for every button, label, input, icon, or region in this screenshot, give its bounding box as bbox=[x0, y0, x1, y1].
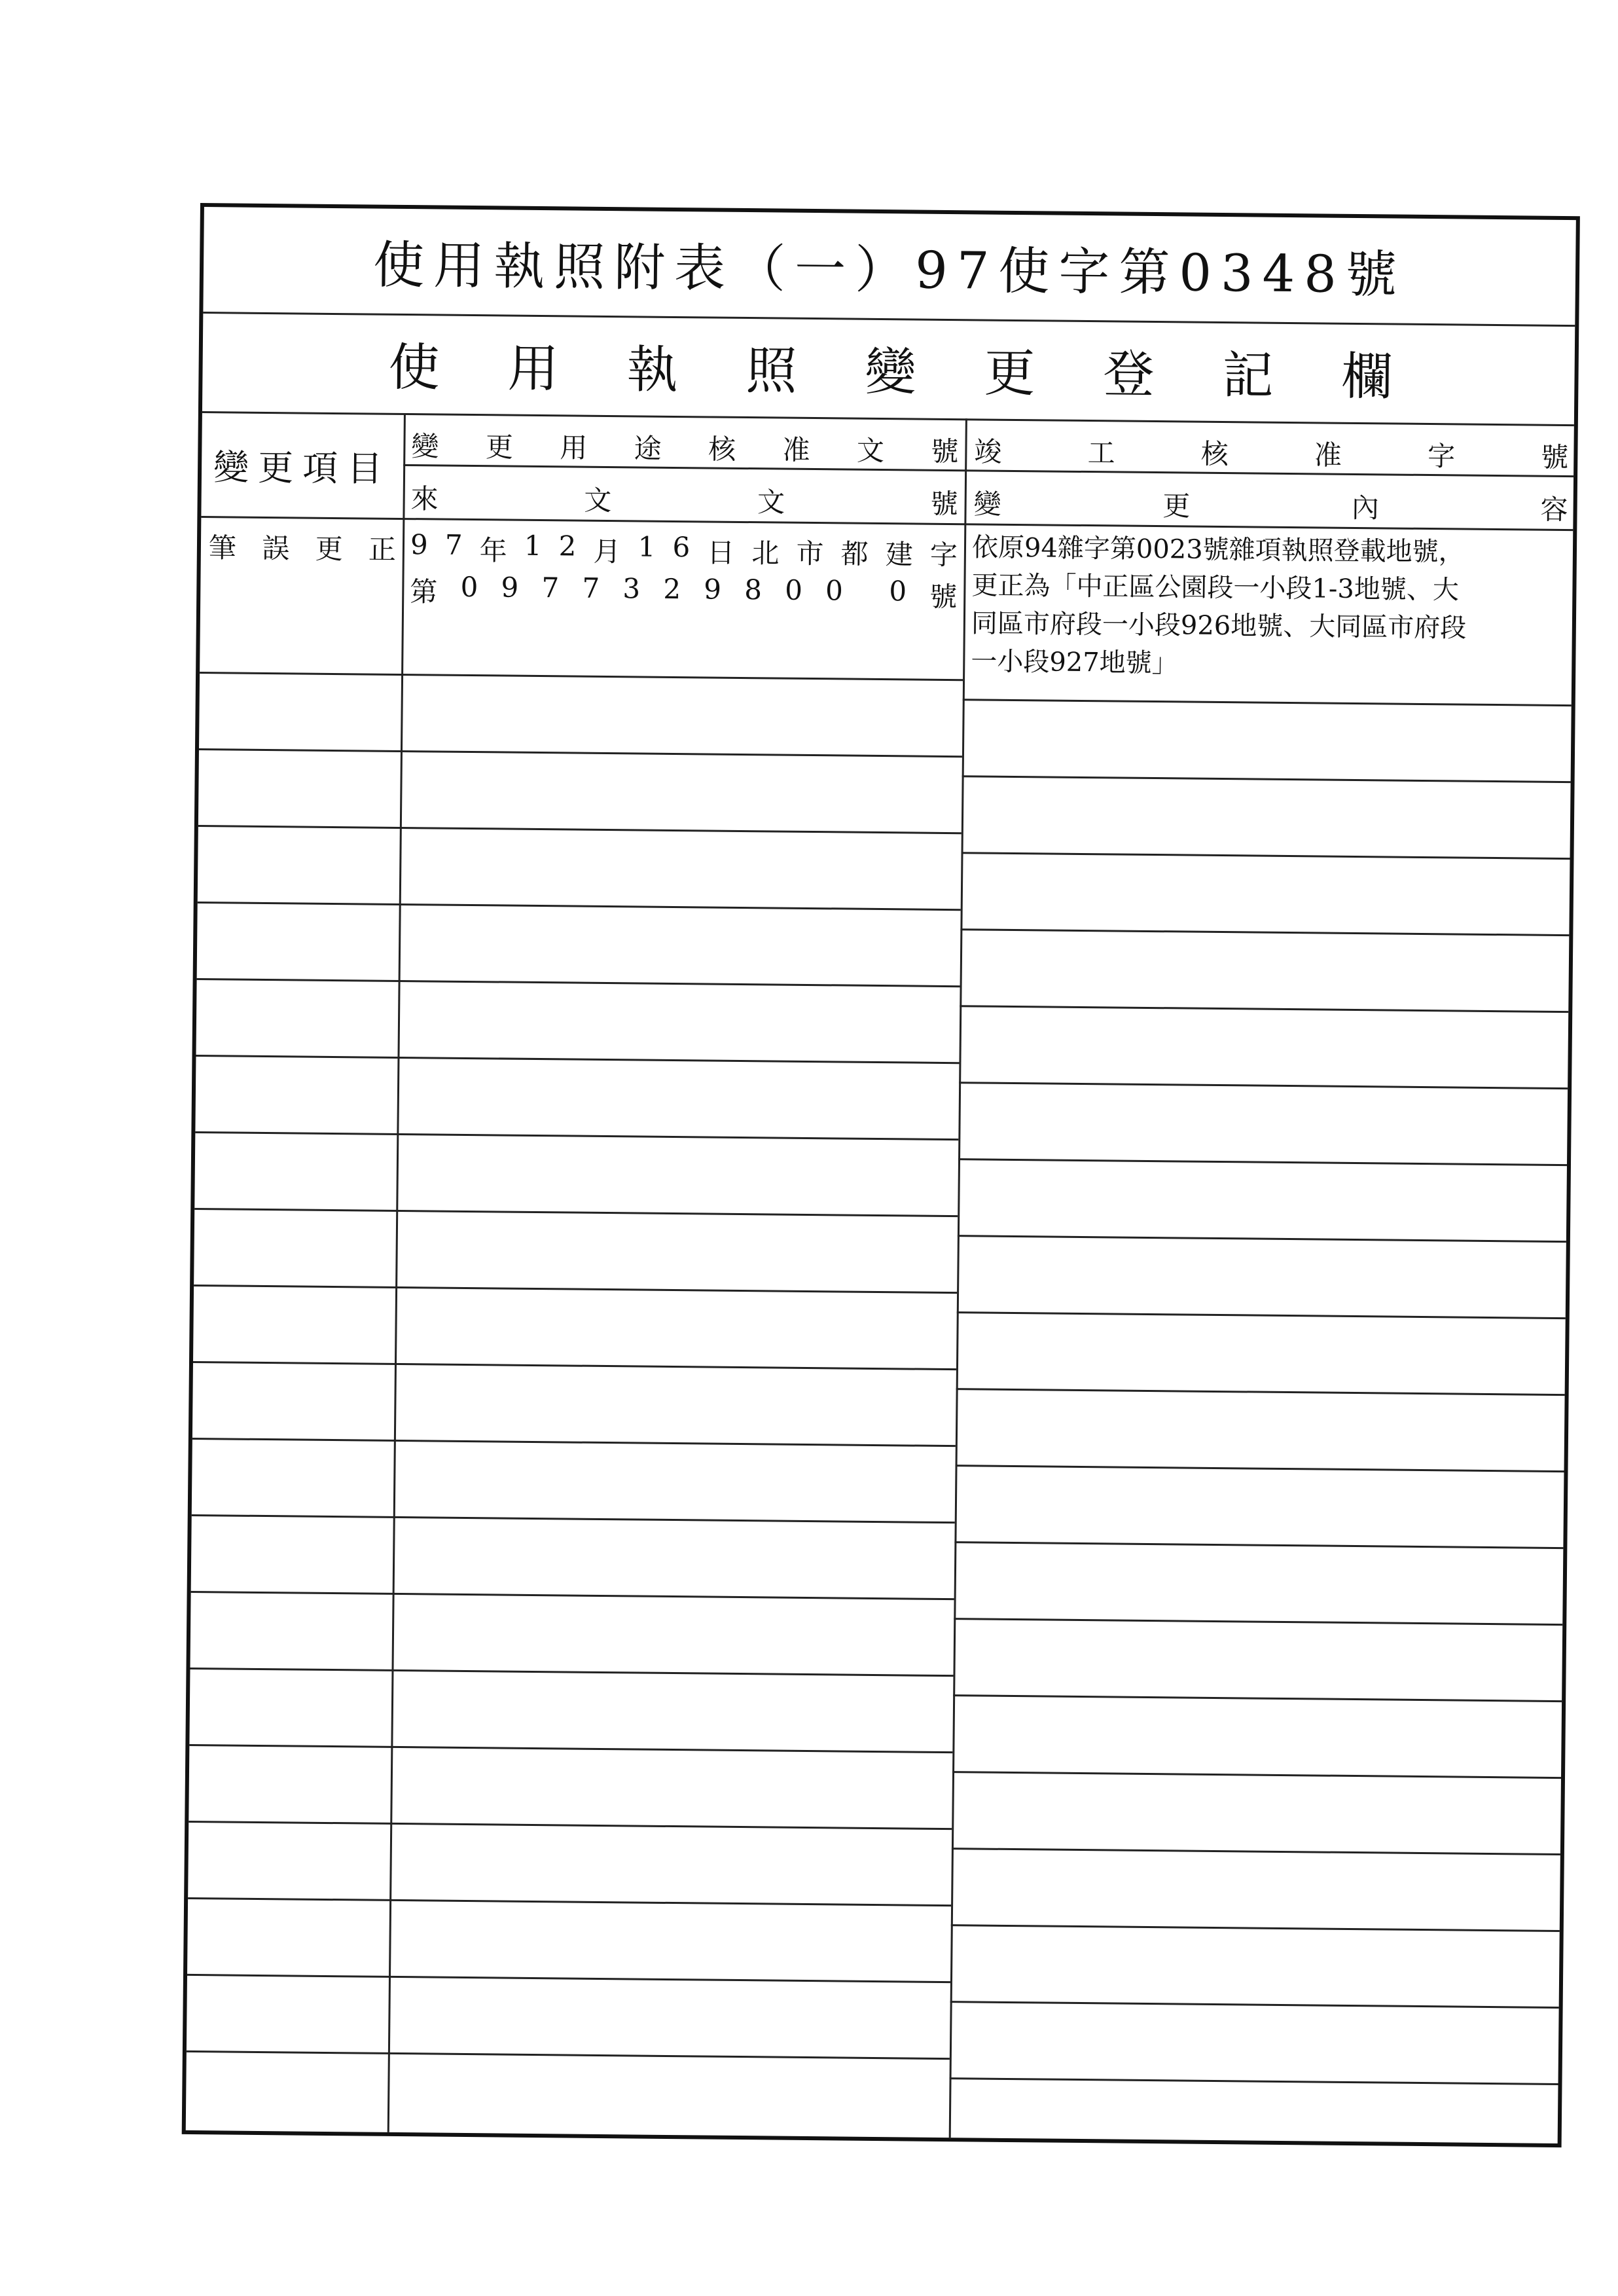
text-char: 正 bbox=[368, 533, 397, 566]
text-char: 北 bbox=[751, 537, 780, 570]
text-char: 9 bbox=[501, 571, 519, 604]
row-divider bbox=[189, 1744, 952, 1753]
text-char: 0 bbox=[784, 574, 803, 606]
row-divider bbox=[958, 1235, 1566, 1243]
column-divider bbox=[387, 413, 406, 2132]
row-divider bbox=[950, 2001, 1559, 2009]
row-divider bbox=[962, 852, 1570, 860]
text-char: 3 bbox=[622, 572, 641, 605]
row-divider bbox=[957, 1311, 1566, 1319]
row-divider bbox=[193, 1361, 956, 1370]
row-divider bbox=[196, 1055, 959, 1064]
text-char: 年 bbox=[479, 534, 507, 567]
change-registration-form bbox=[182, 203, 1580, 2147]
incoming-document-header bbox=[410, 477, 958, 522]
text-char: 筆 bbox=[208, 532, 237, 564]
text-char: 工 bbox=[1087, 437, 1115, 469]
text-char: 月 bbox=[593, 535, 621, 568]
text-char: 1 bbox=[638, 530, 656, 563]
row-divider bbox=[190, 1667, 953, 1677]
text-char: 7 bbox=[444, 528, 463, 561]
text-char: 0 bbox=[889, 575, 907, 608]
change-content-line: 一小段927地號」 bbox=[971, 646, 1178, 679]
text-char: 建 bbox=[885, 538, 913, 571]
change-item-cell bbox=[209, 526, 397, 568]
text-char: 日 bbox=[706, 536, 735, 569]
form-subtitle: 使用執照變更登記欄 bbox=[388, 338, 1461, 408]
text-char: 文 bbox=[584, 484, 612, 517]
row-divider bbox=[192, 1514, 955, 1523]
text-char: 更 bbox=[1162, 490, 1191, 522]
text-char: 9 bbox=[704, 573, 722, 606]
text-char: 市 bbox=[796, 537, 824, 570]
row-divider bbox=[192, 1438, 956, 1447]
text-char: 誤 bbox=[262, 532, 290, 565]
text-char: 途 bbox=[634, 432, 662, 465]
text-char: 7 bbox=[541, 572, 560, 604]
form-title-row bbox=[203, 207, 1575, 327]
text-char: 0 bbox=[825, 574, 844, 607]
row-divider bbox=[962, 775, 1571, 783]
document-number-line-2 bbox=[410, 570, 958, 615]
text-char: 更 bbox=[315, 532, 343, 566]
text-char: 7 bbox=[582, 572, 600, 604]
text-char: 1 bbox=[524, 529, 542, 562]
text-char: 文 bbox=[757, 486, 785, 519]
text-char: 8 bbox=[744, 574, 763, 606]
change-content-line: 依原94雜字第0023號雜項執照登載地號， bbox=[971, 532, 1465, 568]
text-char: 竣 bbox=[974, 435, 1002, 468]
text-char: 來 bbox=[410, 483, 439, 515]
row-divider bbox=[189, 1821, 952, 1830]
row-divider bbox=[198, 902, 961, 911]
column-divider bbox=[949, 418, 967, 2138]
text-char: 用 bbox=[560, 431, 588, 464]
text-char: 2 bbox=[558, 530, 577, 562]
text-char: 內 bbox=[1351, 491, 1380, 524]
text-char: 准 bbox=[782, 433, 810, 466]
text-char: 2 bbox=[663, 572, 681, 606]
text-char: 准 bbox=[1314, 439, 1342, 471]
text-char: 號 bbox=[929, 580, 958, 613]
row-divider bbox=[194, 1208, 958, 1217]
text-char: 第 bbox=[410, 575, 438, 608]
row-divider bbox=[187, 2050, 950, 2060]
row-divider bbox=[960, 1005, 1568, 1013]
document-number-line-1 bbox=[410, 528, 958, 573]
row-divider bbox=[954, 1618, 1562, 1626]
text-char: 9 bbox=[410, 528, 428, 561]
change-item-header: 變更項目 bbox=[213, 446, 392, 490]
text-char: 字 bbox=[929, 538, 958, 572]
row-divider bbox=[950, 2077, 1558, 2085]
row-divider bbox=[951, 1924, 1560, 1932]
form-title: 使用執照附表（一）97使字第0348號 bbox=[372, 236, 1407, 305]
text-char: 核 bbox=[1200, 437, 1229, 471]
row-divider bbox=[960, 928, 1569, 936]
row-divider bbox=[198, 825, 962, 834]
text-char: 都 bbox=[840, 538, 869, 570]
text-char: 字 bbox=[1427, 440, 1456, 473]
text-char: 核 bbox=[708, 433, 736, 465]
text-char: 變 bbox=[973, 488, 1001, 520]
row-divider bbox=[956, 1388, 1565, 1396]
text-char: 0 bbox=[460, 570, 478, 604]
change-content-line: 更正為「中正區公園段一小段1-3地號、大 bbox=[971, 570, 1460, 606]
text-char: 6 bbox=[672, 530, 691, 564]
change-content-line: 同區市府段一小段926地號、大同區市府段 bbox=[971, 608, 1467, 644]
change-content-header bbox=[973, 483, 1568, 528]
row-divider bbox=[194, 1285, 957, 1294]
row-divider bbox=[959, 1082, 1568, 1089]
text-char bbox=[866, 575, 867, 614]
form-subtitle-row bbox=[202, 312, 1575, 426]
row-divider bbox=[952, 1848, 1560, 1855]
text-char: 變 bbox=[411, 430, 439, 463]
row-divider bbox=[953, 1694, 1562, 1702]
row-divider bbox=[195, 1131, 958, 1140]
row-divider bbox=[188, 1897, 951, 1906]
text-char: 文 bbox=[856, 434, 885, 467]
row-divider bbox=[963, 699, 1572, 706]
row-divider bbox=[187, 1974, 950, 1983]
row-divider bbox=[958, 1158, 1567, 1166]
text-char: 號 bbox=[930, 487, 958, 520]
text-char: 容 bbox=[1540, 493, 1568, 526]
text-char: 號 bbox=[931, 435, 959, 468]
text-char: 更 bbox=[485, 431, 514, 464]
row-divider bbox=[191, 1591, 954, 1600]
change-content-cell bbox=[971, 528, 1467, 685]
row-divider bbox=[200, 672, 963, 681]
row-divider bbox=[954, 1541, 1563, 1549]
completion-number-header bbox=[974, 430, 1569, 475]
row-divider bbox=[197, 978, 960, 987]
text-char: 號 bbox=[1541, 441, 1569, 474]
approval-number-header bbox=[411, 425, 959, 469]
row-divider bbox=[952, 1771, 1561, 1779]
row-divider bbox=[199, 748, 962, 757]
row-divider bbox=[956, 1465, 1564, 1472]
